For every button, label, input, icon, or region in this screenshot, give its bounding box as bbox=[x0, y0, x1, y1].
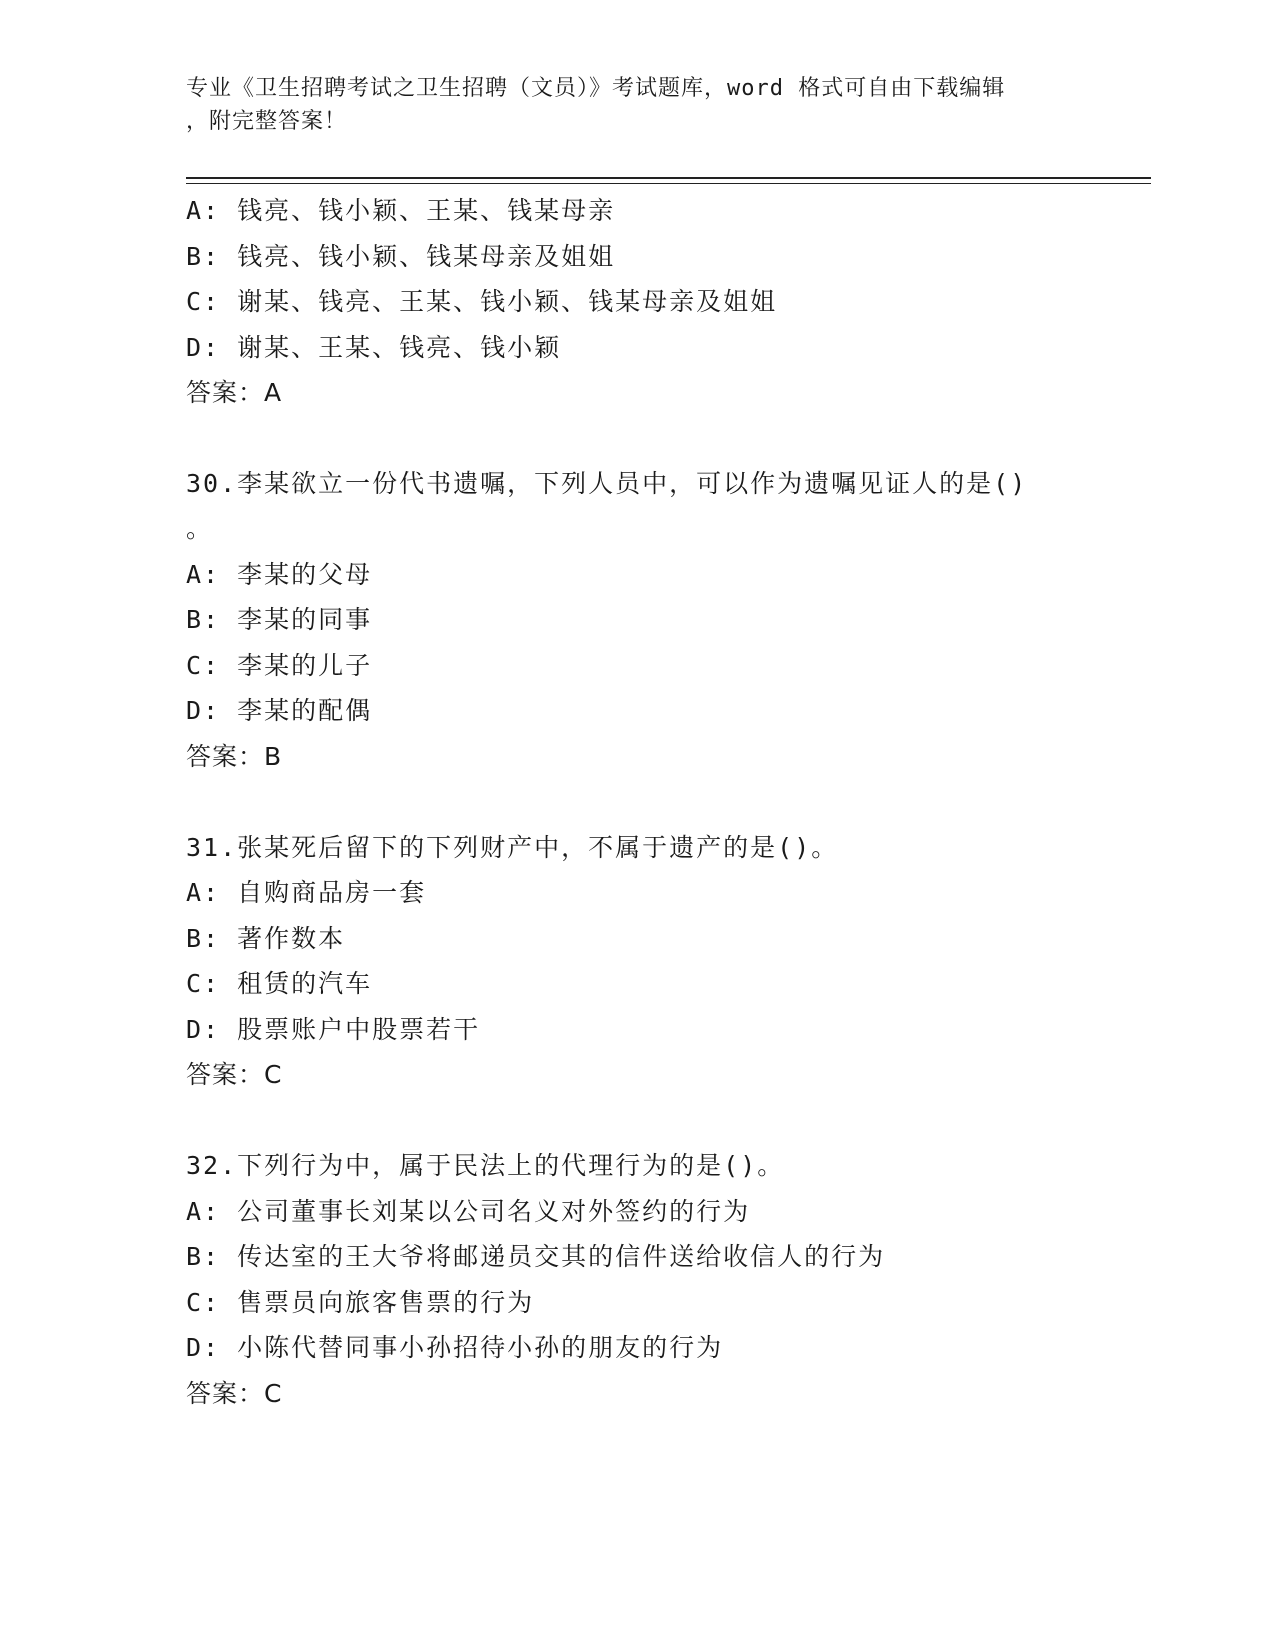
header-divider-thin bbox=[186, 183, 1151, 184]
spacer bbox=[186, 779, 1151, 825]
header-line-1: 专业《卫生招聘考试之卫生招聘（文员）》考试题库，word 格式可自由下载编辑 bbox=[186, 76, 1006, 101]
option-b: B: 李某的同事 bbox=[186, 605, 373, 634]
question-32 bbox=[186, 1143, 1151, 1416]
option-a: A: 钱亮、钱小颖、王某、钱某母亲 bbox=[186, 196, 616, 225]
answer-label: 答案：B bbox=[186, 741, 283, 771]
option-a: A: 公司董事长刘某以公司名义对外签约的行为 bbox=[186, 1196, 751, 1226]
question-stem-continued: 。 bbox=[186, 514, 214, 543]
question-list bbox=[186, 188, 1151, 1416]
option-d: D: 股票账户中股票若干 bbox=[186, 1014, 481, 1044]
option-b: B: 钱亮、钱小颖、钱某母亲及姐姐 bbox=[186, 241, 616, 271]
option-d: D: 谢某、王某、钱亮、钱小颖 bbox=[186, 332, 562, 362]
option-b: B: 传达室的王大爷将邮递员交其的信件送给收信人的行为 bbox=[186, 1242, 886, 1271]
header-line-2: ，附完整答案！ bbox=[186, 109, 348, 134]
question-31 bbox=[186, 825, 1151, 1098]
option-a: A: 李某的父母 bbox=[186, 559, 373, 589]
document-header bbox=[186, 72, 1066, 138]
spacer bbox=[186, 1098, 1151, 1144]
question-stem: 31.张某死后留下的下列财产中，不属于遗产的是()。 bbox=[186, 832, 839, 862]
spacer bbox=[186, 416, 1151, 461]
question-30 bbox=[186, 461, 1151, 780]
option-c: C: 李某的儿子 bbox=[186, 650, 373, 680]
answer-label: 答案：C bbox=[186, 1060, 283, 1089]
option-c: C: 谢某、钱亮、王某、钱小颖、钱某母亲及姐姐 bbox=[186, 287, 778, 316]
option-a: A: 自购商品房一套 bbox=[186, 878, 427, 907]
option-d: D: 小陈代替同事小孙招待小孙的朋友的行为 bbox=[186, 1333, 724, 1362]
question-stem: 30.李某欲立一份代书遗嘱，下列人员中，可以作为遗嘱见证人的是() bbox=[186, 468, 1028, 498]
option-c: C: 租赁的汽车 bbox=[186, 969, 373, 998]
option-b: B: 著作数本 bbox=[186, 923, 346, 953]
question-29-continued bbox=[186, 188, 1151, 416]
question-stem: 32.下列行为中，属于民法上的代理行为的是()。 bbox=[186, 1151, 785, 1180]
header-divider-thick bbox=[186, 177, 1151, 179]
answer-label: 答案：C bbox=[186, 1378, 283, 1408]
option-c: C: 售票员向旅客售票的行为 bbox=[186, 1287, 535, 1317]
option-d: D: 李某的配偶 bbox=[186, 696, 373, 725]
answer-label: 答案：A bbox=[186, 378, 283, 407]
